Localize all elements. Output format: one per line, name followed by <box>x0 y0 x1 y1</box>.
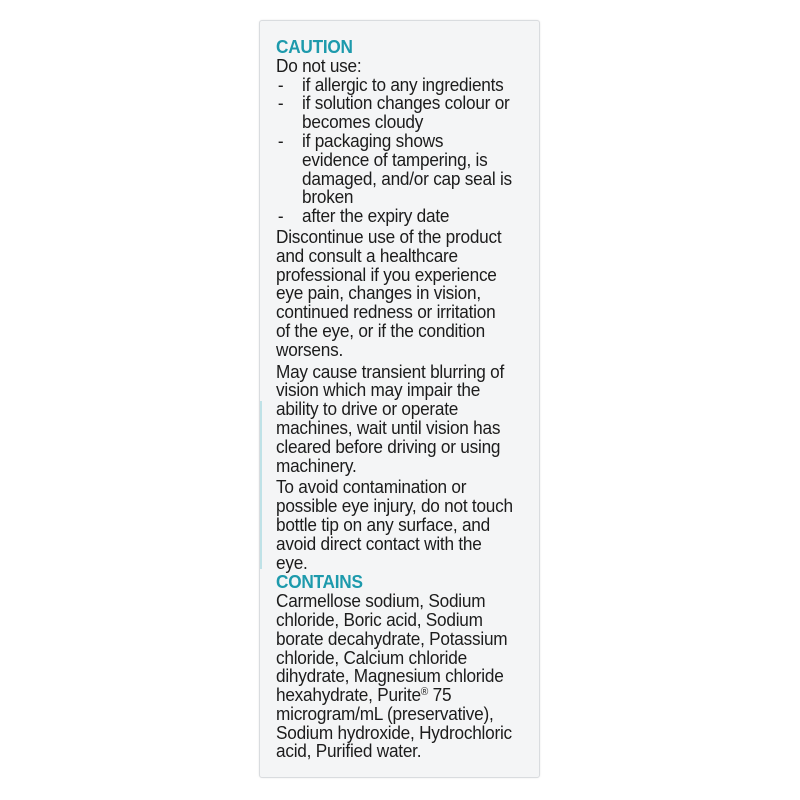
panel-edge-accent <box>260 401 262 569</box>
list-item-text: if allergic to any ingredients <box>302 73 504 95</box>
label-panel <box>259 20 540 778</box>
do-not-use-list <box>276 73 520 227</box>
bullet-dash: - <box>277 129 284 151</box>
caution-heading: CAUTION <box>276 36 353 57</box>
ingredients-text-part-1: Carmellose sodium, Sodium chloride, Boric acid, Sodium borate decahydrate, Potassium chloride, Calcium chloride dihydrate, Magnesium chloride hexahydrate, Purite <box>276 590 508 706</box>
list-item <box>276 129 520 208</box>
contains-heading: CONTAINS <box>276 571 363 593</box>
list-item-text: if solution changes colour or becomes cloudy <box>302 92 510 133</box>
caution-intro: Do not use: <box>276 54 362 76</box>
blurring-warning-paragraph: May cause transient blurring of vision which may impair the ability to drive or operate machines, wait until vision has cleared before driving or using machinery. <box>276 360 505 476</box>
list-item <box>276 94 520 132</box>
discontinue-use-paragraph: Discontinue use of the product and consult a healthcare professional if you experience eye pain, changes in vision, continued redness or irritation of the eye, or if the condition worsens. <box>276 225 502 360</box>
bullet-dash: - <box>277 73 284 95</box>
ingredients-text <box>276 592 520 761</box>
ingredients-text-part-2: 75 microgram/mL (preservative), Sodium hydroxide, Hydrochloric acid, Purified water. <box>276 684 512 762</box>
bullet-dash: - <box>277 205 284 227</box>
list-item-text: after the expiry date <box>302 205 450 227</box>
registered-trademark-mark: ® <box>420 686 429 699</box>
contamination-warning-paragraph: To avoid contamination or possible eye injury, do not touch bottle tip on any surface, and avoid direct contact with the eye. <box>276 476 513 573</box>
bullet-dash: - <box>277 92 284 114</box>
list-item-text: if packaging shows evidence of tampering, is damaged, and/or cap seal is broken <box>302 129 512 208</box>
list-item <box>276 207 520 226</box>
label-content <box>276 38 520 761</box>
